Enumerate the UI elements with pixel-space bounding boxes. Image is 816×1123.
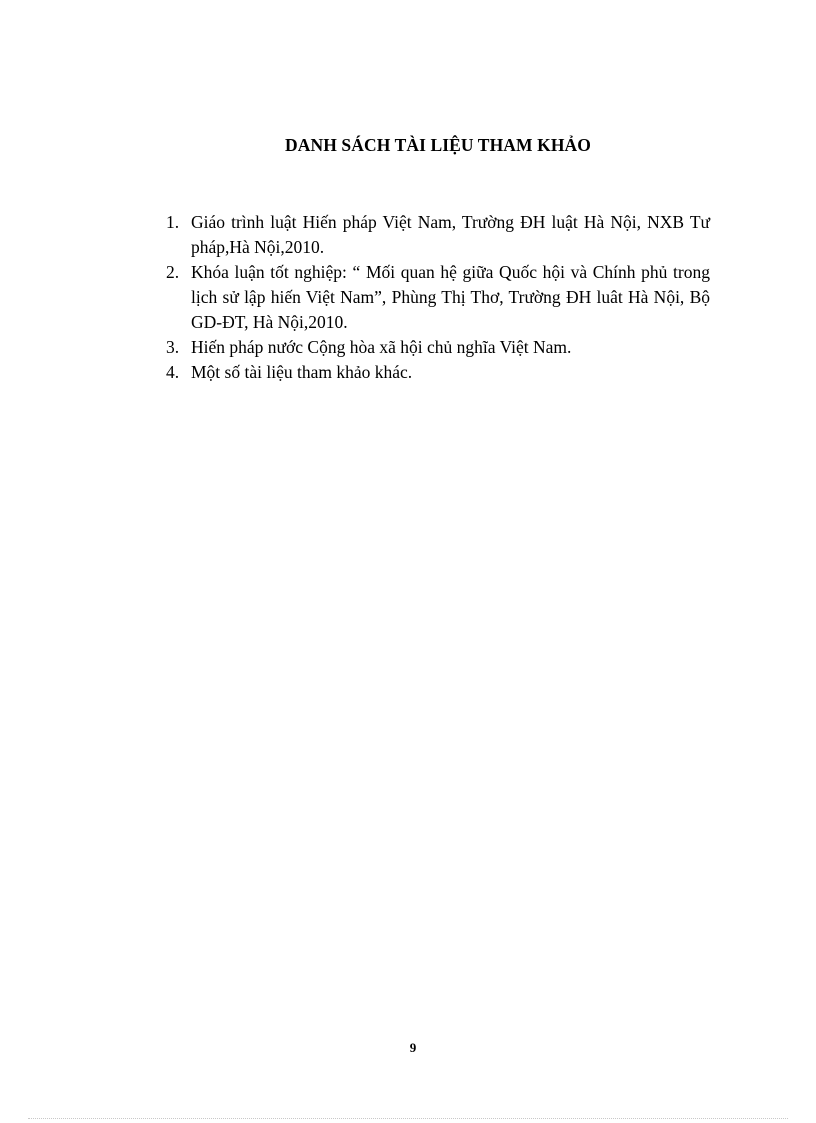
reference-text: Giáo trình luật Hiến pháp Việt Nam, Trường ĐH luật Hà Nội, NXB Tư pháp,Hà Nội,2010. <box>191 212 710 257</box>
reference-text: Khóa luận tốt nghiệp: “ Mối quan hệ giữa Quốc hội và Chính phủ trong lịch sử lập hiến Việt Nam”, Phùng Thị Thơ, Trường ĐH luât Hà Nội, Bộ GD-ĐT, Hà Nội,2010. <box>191 262 710 332</box>
page-title: DANH SÁCH TÀI LIỆU THAM KHẢO <box>284 135 592 155</box>
reference-text: Hiến pháp nước Cộng hòa xã hội chủ nghĩa Việt Nam. <box>191 337 572 357</box>
reference-list <box>158 210 710 385</box>
reference-number: 2. <box>166 262 180 282</box>
reference-item-2 <box>158 260 710 335</box>
reference-number: 3. <box>166 337 180 357</box>
reference-text: Một số tài liệu tham khảo khác. <box>191 362 413 382</box>
reference-item-3 <box>158 335 710 360</box>
page-number: 9 <box>409 1040 417 1055</box>
reference-item-4 <box>158 360 710 385</box>
page-bottom-divider <box>28 1118 788 1119</box>
reference-item-1 <box>158 210 710 260</box>
reference-number: 1. <box>166 212 180 232</box>
reference-number: 4. <box>166 362 180 382</box>
